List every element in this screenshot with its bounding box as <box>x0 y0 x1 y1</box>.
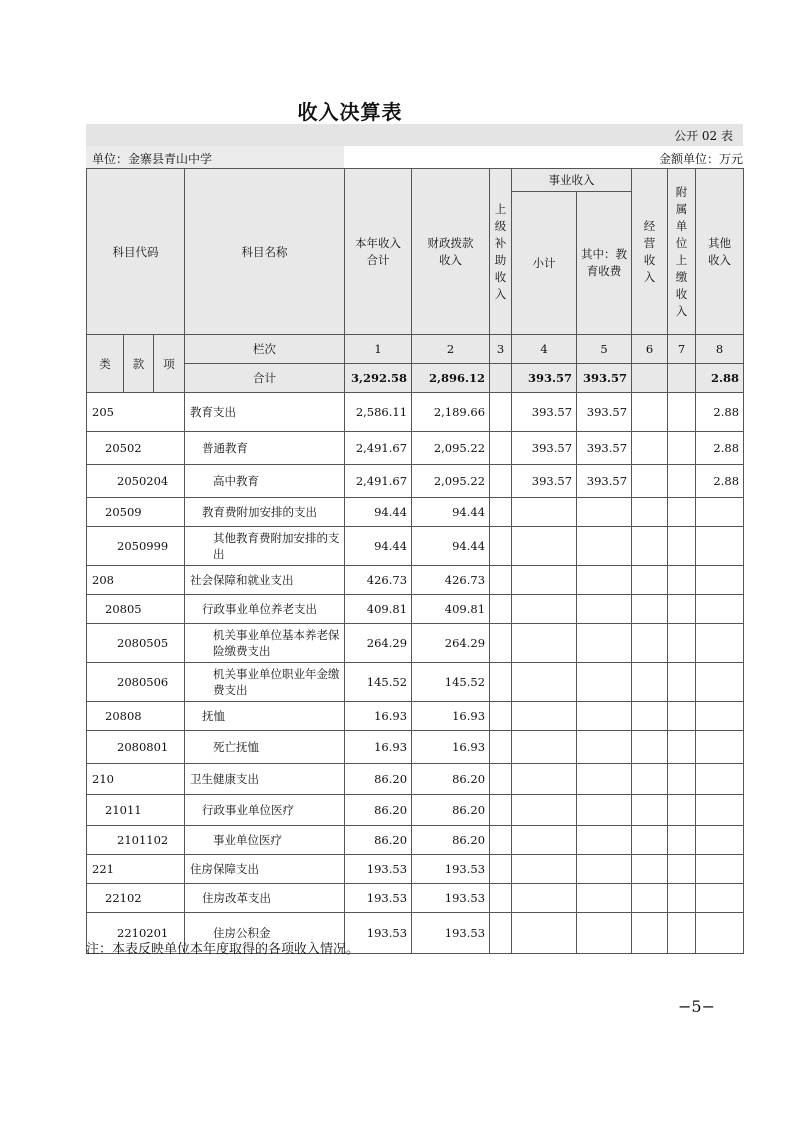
subject-code: 221 <box>87 855 185 884</box>
cell-col-8 <box>696 913 744 954</box>
subject-name: 教育费附加安排的支出 <box>185 498 345 527</box>
cell-col-8 <box>696 855 744 884</box>
table-row <box>87 465 744 498</box>
cell-col-7 <box>668 566 696 595</box>
subject-code: 20502 <box>87 432 185 465</box>
table-row <box>87 764 744 795</box>
cell-col-3 <box>490 731 512 764</box>
col-num: 4 <box>512 335 577 364</box>
cell-col-7 <box>668 393 696 432</box>
cell-col-3 <box>490 393 512 432</box>
cell-col-4 <box>512 855 577 884</box>
header-kuan: 款 <box>124 335 154 393</box>
cell-col-3 <box>490 795 512 826</box>
subject-code: 208 <box>87 566 185 595</box>
unit-bar <box>86 146 344 168</box>
cell-col-5 <box>577 663 632 702</box>
cell-col-7 <box>668 795 696 826</box>
col-num: 5 <box>577 335 632 364</box>
cell-col-8 <box>696 826 744 855</box>
subject-name: 行政事业单位养老支出 <box>185 595 345 624</box>
subject-name: 普通教育 <box>185 432 345 465</box>
total-c5: 393.57 <box>577 364 632 393</box>
table-row <box>87 702 744 731</box>
cell-col-8 <box>696 663 744 702</box>
subject-name: 事业单位医疗 <box>185 826 345 855</box>
cell-col-3 <box>490 663 512 702</box>
cell-col-5: 393.57 <box>577 465 632 498</box>
cell-col-2: 86.20 <box>412 826 490 855</box>
col-num: 1 <box>345 335 412 364</box>
table-row <box>87 663 744 702</box>
cell-col-2: 193.53 <box>412 855 490 884</box>
cell-col-6 <box>632 624 668 663</box>
table-row <box>87 795 744 826</box>
cell-col-6 <box>632 527 668 566</box>
cell-col-2: 86.20 <box>412 764 490 795</box>
header-lanci: 栏次 <box>185 335 345 364</box>
cell-col-4 <box>512 764 577 795</box>
header-xiang: 项 <box>154 335 185 393</box>
total-c6 <box>632 364 668 393</box>
page-number: −5− <box>678 997 715 1016</box>
cell-col-1: 2,586.11 <box>345 393 412 432</box>
subject-code: 2050999 <box>87 527 185 566</box>
cell-col-8 <box>696 702 744 731</box>
cell-col-2: 426.73 <box>412 566 490 595</box>
col-num: 2 <box>412 335 490 364</box>
cell-col-6 <box>632 795 668 826</box>
subject-code: 2101102 <box>87 826 185 855</box>
cell-col-7 <box>668 465 696 498</box>
cell-col-8 <box>696 566 744 595</box>
cell-col-1: 2,491.67 <box>345 432 412 465</box>
cell-col-2: 16.93 <box>412 731 490 764</box>
cell-col-5 <box>577 764 632 795</box>
table-row <box>87 566 744 595</box>
total-c3 <box>490 364 512 393</box>
cell-col-8: 2.88 <box>696 465 744 498</box>
cell-col-8 <box>696 595 744 624</box>
cell-col-6 <box>632 731 668 764</box>
cell-col-2: 409.81 <box>412 595 490 624</box>
col-num: 3 <box>490 335 512 364</box>
table-body <box>87 169 744 954</box>
subject-name: 机关事业单位职业年金缴费支出 <box>185 663 345 702</box>
subject-code: 205 <box>87 393 185 432</box>
col-num: 6 <box>632 335 668 364</box>
cell-col-5 <box>577 795 632 826</box>
cell-col-3 <box>490 566 512 595</box>
money-unit: 金额单位：万元 <box>658 152 743 166</box>
cell-col-4 <box>512 826 577 855</box>
cell-col-7 <box>668 595 696 624</box>
cell-col-3 <box>490 764 512 795</box>
header-of-which-edu: 其中：教育收费 <box>577 192 632 335</box>
header-operating-income: 经营收入 <box>632 169 668 335</box>
cell-col-3 <box>490 884 512 913</box>
header-row-3 <box>87 335 744 364</box>
cell-col-3 <box>490 826 512 855</box>
cell-col-7 <box>668 826 696 855</box>
header-affiliated: 附属单位上缴收入 <box>668 169 696 335</box>
table-row <box>87 826 744 855</box>
cell-col-2: 94.44 <box>412 527 490 566</box>
cell-col-7 <box>668 527 696 566</box>
cell-col-3 <box>490 855 512 884</box>
cell-col-1: 264.29 <box>345 624 412 663</box>
subject-name: 教育支出 <box>185 393 345 432</box>
cell-col-5 <box>577 595 632 624</box>
cell-col-2: 16.93 <box>412 702 490 731</box>
cell-col-4 <box>512 731 577 764</box>
cell-col-1: 94.44 <box>345 498 412 527</box>
cell-col-3 <box>490 498 512 527</box>
cell-col-1: 2,491.67 <box>345 465 412 498</box>
table-row <box>87 498 744 527</box>
subject-code: 20808 <box>87 702 185 731</box>
subject-code: 210 <box>87 764 185 795</box>
header-subtotal: 小计 <box>512 192 577 335</box>
header-business-income: 事业收入 <box>512 169 632 192</box>
cell-col-6 <box>632 498 668 527</box>
table-row <box>87 884 744 913</box>
cell-col-7 <box>668 884 696 913</box>
cell-col-4 <box>512 913 577 954</box>
table-row <box>87 595 744 624</box>
subject-code: 20509 <box>87 498 185 527</box>
cell-col-7 <box>668 764 696 795</box>
cell-col-3 <box>490 624 512 663</box>
cell-col-8: 2.88 <box>696 393 744 432</box>
subject-code: 21011 <box>87 795 185 826</box>
total-c2: 2,896.12 <box>412 364 490 393</box>
cell-col-1: 145.52 <box>345 663 412 702</box>
cell-col-5 <box>577 855 632 884</box>
cell-col-7 <box>668 432 696 465</box>
subject-code: 2080801 <box>87 731 185 764</box>
cell-col-4 <box>512 498 577 527</box>
table-row <box>87 624 744 663</box>
subject-name: 机关事业单位基本养老保险缴费支出 <box>185 624 345 663</box>
cell-col-4 <box>512 795 577 826</box>
cell-col-5 <box>577 731 632 764</box>
cell-col-1: 426.73 <box>345 566 412 595</box>
cell-col-4 <box>512 884 577 913</box>
cell-col-7 <box>668 913 696 954</box>
subject-code: 22102 <box>87 884 185 913</box>
total-c8: 2.88 <box>696 364 744 393</box>
cell-col-6 <box>632 663 668 702</box>
cell-col-3 <box>490 465 512 498</box>
table-note: 注：本表反映单位本年度取得的各项收入情况。 <box>86 942 360 957</box>
col-num: 8 <box>696 335 744 364</box>
subject-name: 住房保障支出 <box>185 855 345 884</box>
cell-col-8 <box>696 795 744 826</box>
subject-name: 住房公积金 <box>185 913 345 954</box>
cell-col-2: 145.52 <box>412 663 490 702</box>
form-code: 公开 02 表 <box>674 129 733 143</box>
cell-col-5 <box>577 913 632 954</box>
subject-code: 2080505 <box>87 624 185 663</box>
cell-col-1: 193.53 <box>345 855 412 884</box>
cell-col-2: 193.53 <box>412 913 490 954</box>
total-c7 <box>668 364 696 393</box>
cell-col-8 <box>696 731 744 764</box>
header-fiscal: 财政拨款收入 <box>412 169 490 335</box>
cell-col-5 <box>577 826 632 855</box>
cell-col-2: 86.20 <box>412 795 490 826</box>
cell-col-3 <box>490 913 512 954</box>
cell-col-1: 193.53 <box>345 884 412 913</box>
cell-col-4 <box>512 566 577 595</box>
cell-col-7 <box>668 731 696 764</box>
cell-col-8 <box>696 498 744 527</box>
page-title: 收入决算表 <box>297 100 403 124</box>
total-c4: 393.57 <box>512 364 577 393</box>
subject-name: 高中教育 <box>185 465 345 498</box>
subject-code: 2080506 <box>87 663 185 702</box>
cell-col-1: 16.93 <box>345 702 412 731</box>
cell-col-6 <box>632 826 668 855</box>
cell-col-2: 264.29 <box>412 624 490 663</box>
cell-col-2: 2,095.22 <box>412 465 490 498</box>
cell-col-4: 393.57 <box>512 432 577 465</box>
table-row <box>87 432 744 465</box>
cell-col-1: 86.20 <box>345 795 412 826</box>
cell-col-6 <box>632 465 668 498</box>
header-other-income: 其他收入 <box>696 169 744 335</box>
cell-col-6 <box>632 855 668 884</box>
cell-col-3 <box>490 432 512 465</box>
subject-name: 死亡抚恤 <box>185 731 345 764</box>
cell-col-7 <box>668 663 696 702</box>
cell-col-2: 2,189.66 <box>412 393 490 432</box>
unit-label: 单位：金寨县青山中学 <box>92 152 213 166</box>
cell-col-1: 409.81 <box>345 595 412 624</box>
cell-col-5: 393.57 <box>577 393 632 432</box>
total-label: 合计 <box>185 364 345 393</box>
cell-col-1: 86.20 <box>345 826 412 855</box>
subject-name: 行政事业单位医疗 <box>185 795 345 826</box>
table-row <box>87 855 744 884</box>
cell-col-8 <box>696 764 744 795</box>
cell-col-4 <box>512 595 577 624</box>
cell-col-5: 393.57 <box>577 432 632 465</box>
cell-col-5 <box>577 702 632 731</box>
cell-col-5 <box>577 624 632 663</box>
cell-col-3 <box>490 702 512 731</box>
cell-col-6 <box>632 432 668 465</box>
cell-col-6 <box>632 595 668 624</box>
subject-name: 其他教育费附加安排的支出 <box>185 527 345 566</box>
subject-code: 2210201 <box>87 913 185 954</box>
cell-col-8: 2.88 <box>696 432 744 465</box>
cell-col-6 <box>632 702 668 731</box>
cell-col-7 <box>668 498 696 527</box>
cell-col-6 <box>632 764 668 795</box>
income-table <box>86 168 744 954</box>
cell-col-6 <box>632 884 668 913</box>
cell-col-8 <box>696 884 744 913</box>
cell-col-6 <box>632 566 668 595</box>
subject-code: 2050204 <box>87 465 185 498</box>
cell-col-5 <box>577 884 632 913</box>
cell-col-7 <box>668 855 696 884</box>
cell-col-3 <box>490 595 512 624</box>
cell-col-8 <box>696 624 744 663</box>
header-row-1 <box>87 169 744 192</box>
cell-col-4: 393.57 <box>512 465 577 498</box>
header-lei: 类 <box>87 335 124 393</box>
header-subject-code: 科目代码 <box>87 169 185 335</box>
cell-col-2: 94.44 <box>412 498 490 527</box>
cell-col-4 <box>512 527 577 566</box>
header-subject-name: 科目名称 <box>185 169 345 335</box>
cell-col-1: 94.44 <box>345 527 412 566</box>
cell-col-3 <box>490 527 512 566</box>
cell-col-4: 393.57 <box>512 393 577 432</box>
header-superior-subsidy: 上级补助收入 <box>490 169 512 335</box>
cell-col-1: 193.53 <box>345 913 412 954</box>
subject-name: 卫生健康支出 <box>185 764 345 795</box>
total-row <box>87 364 744 393</box>
cell-col-1: 86.20 <box>345 764 412 795</box>
header-total-income: 本年收入合计 <box>345 169 412 335</box>
cell-col-7 <box>668 624 696 663</box>
cell-col-2: 2,095.22 <box>412 432 490 465</box>
cell-col-6 <box>632 393 668 432</box>
cell-col-4 <box>512 663 577 702</box>
subject-code: 20805 <box>87 595 185 624</box>
cell-col-5 <box>577 498 632 527</box>
cell-col-4 <box>512 624 577 663</box>
cell-col-5 <box>577 527 632 566</box>
table-row <box>87 527 744 566</box>
cell-col-2: 193.53 <box>412 884 490 913</box>
cell-col-6 <box>632 913 668 954</box>
subject-name: 社会保障和就业支出 <box>185 566 345 595</box>
cell-col-8 <box>696 527 744 566</box>
col-num: 7 <box>668 335 696 364</box>
form-code-bar <box>86 124 743 146</box>
subject-name: 住房改革支出 <box>185 884 345 913</box>
cell-col-1: 16.93 <box>345 731 412 764</box>
table-row <box>87 393 744 432</box>
cell-col-5 <box>577 566 632 595</box>
subject-name: 抚恤 <box>185 702 345 731</box>
table-row <box>87 731 744 764</box>
total-c1: 3,292.58 <box>345 364 412 393</box>
cell-col-7 <box>668 702 696 731</box>
cell-col-4 <box>512 702 577 731</box>
